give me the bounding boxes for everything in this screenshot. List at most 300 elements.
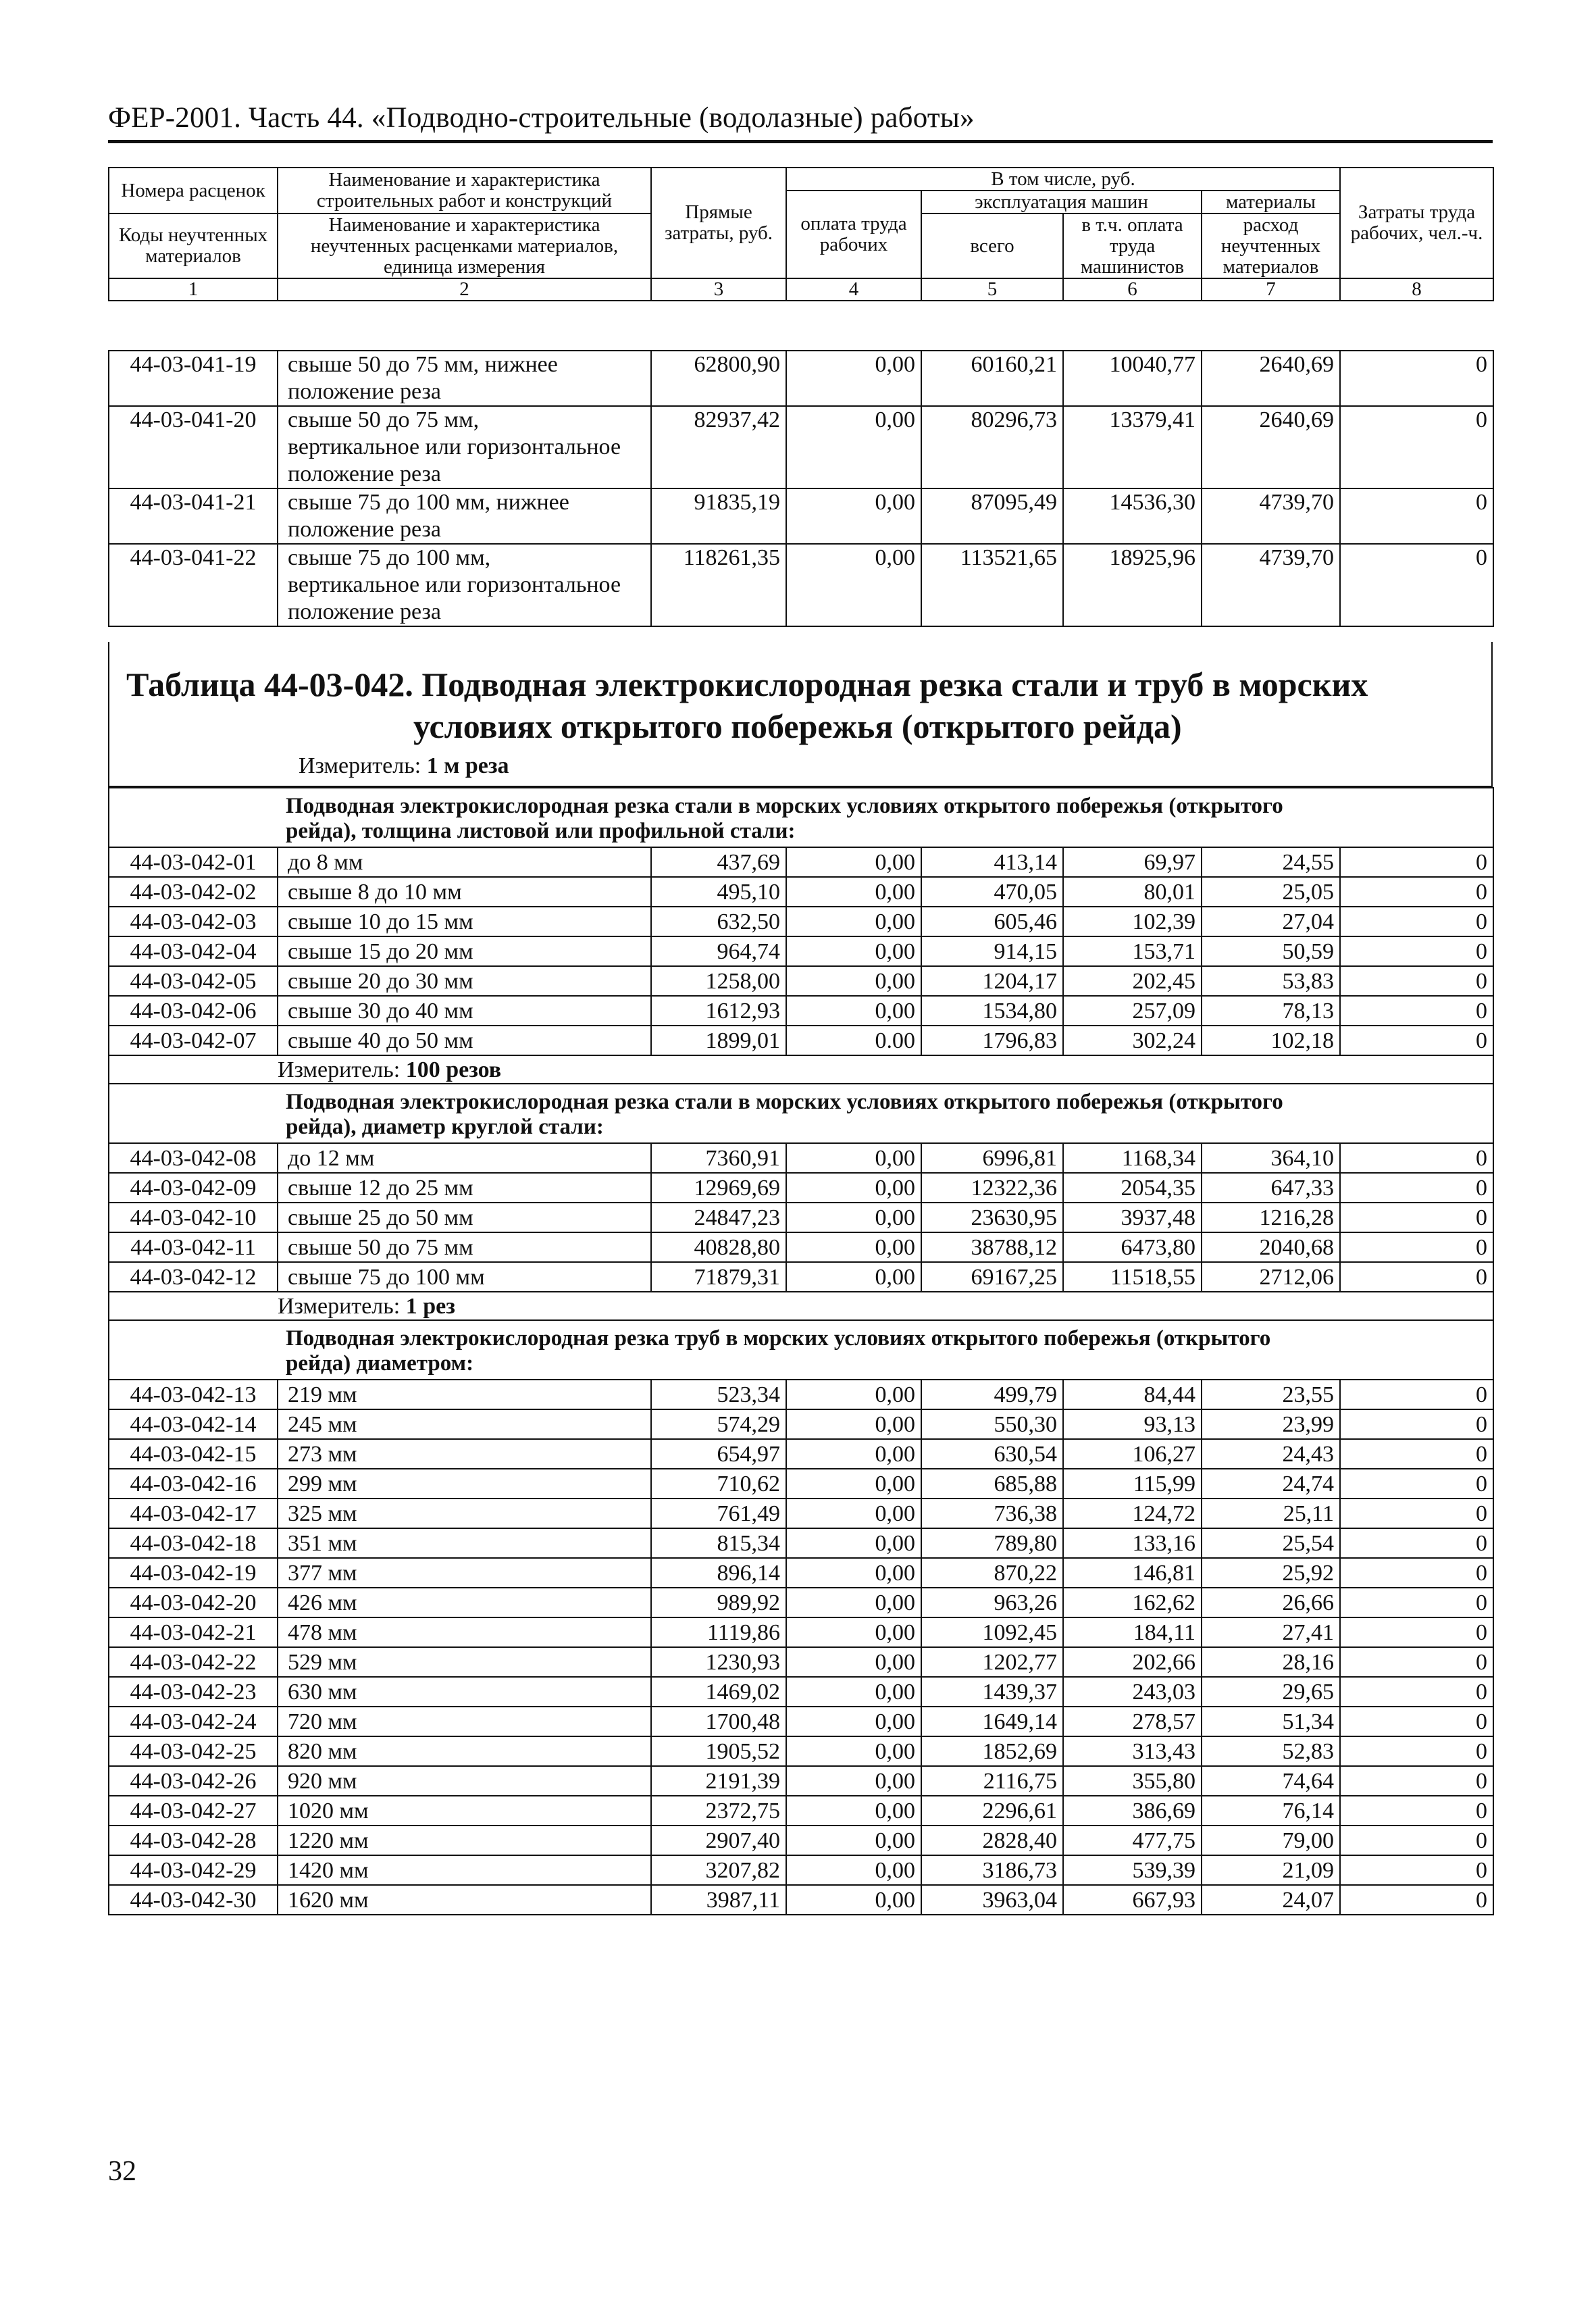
value-c3: 1258,00 — [651, 966, 786, 996]
rate-name: 1420 мм — [278, 1855, 651, 1885]
table-row — [109, 1203, 1493, 1232]
value-c4: 0,00 — [786, 936, 921, 966]
rate-code: 44-03-042-22 — [109, 1647, 278, 1677]
value-c7: 4739,70 — [1202, 488, 1340, 544]
value-c4: 0,00 — [786, 1766, 921, 1796]
value-c3: 1700,48 — [651, 1707, 786, 1736]
machines-header: эксплуатация машин — [921, 191, 1202, 213]
rate-code: 44-03-042-29 — [109, 1855, 278, 1885]
value-c7: 28,16 — [1202, 1647, 1340, 1677]
value-c6: 302,24 — [1063, 1026, 1202, 1055]
rate-code: 44-03-042-09 — [109, 1173, 278, 1203]
rate-name: свыше 40 до 50 мм — [278, 1026, 651, 1055]
value-c5: 23630,95 — [921, 1203, 1063, 1232]
value-c6: 69,97 — [1063, 847, 1202, 877]
rate-code: 44-03-042-11 — [109, 1232, 278, 1262]
value-c4: 0.00 — [786, 1026, 921, 1055]
table-row — [109, 488, 1493, 544]
rate-name-line: свыше 75 до 100 мм, — [288, 545, 491, 570]
value-c5: 1202,77 — [921, 1647, 1063, 1677]
value-c6: 202,66 — [1063, 1647, 1202, 1677]
value-c7: 78,13 — [1202, 996, 1340, 1026]
value-c5: 1204,17 — [921, 966, 1063, 996]
value-c6: 153,71 — [1063, 936, 1202, 966]
rate-code: 44-03-042-05 — [109, 966, 278, 996]
colnum: 7 — [1202, 278, 1340, 301]
value-c7: 23,55 — [1202, 1380, 1340, 1409]
value-c5: 69167,25 — [921, 1262, 1063, 1292]
rate-name: 377 мм — [278, 1558, 651, 1588]
value-c7: 24,43 — [1202, 1439, 1340, 1469]
incl-header: В том числе, руб. — [786, 168, 1340, 191]
table-row — [109, 1528, 1493, 1558]
value-c3: 1119,86 — [651, 1617, 786, 1647]
value-c4: 0,00 — [786, 996, 921, 1026]
value-c5: 413,14 — [921, 847, 1063, 877]
table-row — [109, 1855, 1493, 1885]
value-c5: 1534,80 — [921, 996, 1063, 1026]
value-c5: 736,38 — [921, 1499, 1063, 1528]
value-c7: 2640,69 — [1202, 351, 1340, 406]
value-c7: 2040,68 — [1202, 1232, 1340, 1262]
rate-name: свыше 75 до 100 мм — [278, 1262, 651, 1292]
rate-name: свыше 50 до 75 мм — [278, 1232, 651, 1262]
table-row — [109, 936, 1493, 966]
value-c8: 0 — [1340, 1232, 1493, 1262]
table-row — [109, 1026, 1493, 1055]
value-c7: 29,65 — [1202, 1677, 1340, 1707]
rate-code: 44-03-042-02 — [109, 877, 278, 907]
col2-bottom: Наименование и характеристика неучтенных расценками материалов, единица измерения — [278, 213, 651, 278]
value-c5: 60160,21 — [921, 351, 1063, 406]
value-c4: 0,00 — [786, 877, 921, 907]
table-row — [109, 1826, 1493, 1855]
blank-cell — [1340, 1084, 1493, 1143]
value-c7: 25,92 — [1202, 1558, 1340, 1588]
rate-name-line: свыше 50 до 75 мм, — [288, 407, 480, 432]
value-c3: 815,34 — [651, 1528, 786, 1558]
value-c5: 499,79 — [921, 1380, 1063, 1409]
value-c3: 1469,02 — [651, 1677, 786, 1707]
value-c7: 76,14 — [1202, 1796, 1340, 1826]
value-c4: 0,00 — [786, 1203, 921, 1232]
value-c7: 27,04 — [1202, 907, 1340, 936]
value-c6: 3937,48 — [1063, 1203, 1202, 1232]
table-row — [109, 1736, 1493, 1766]
value-c4: 0,00 — [786, 1232, 921, 1262]
value-c5: 3186,73 — [921, 1855, 1063, 1885]
rate-code: 44-03-042-27 — [109, 1796, 278, 1826]
rate-name — [278, 488, 651, 544]
value-c5: 113521,65 — [921, 544, 1063, 626]
rate-name: 426 мм — [278, 1588, 651, 1617]
table-row — [109, 1647, 1493, 1677]
value-c8: 0 — [1340, 1558, 1493, 1588]
value-c3: 82937,42 — [651, 406, 786, 488]
value-c6: 115,99 — [1063, 1469, 1202, 1499]
value-c5: 12322,36 — [921, 1173, 1063, 1203]
table-title-line1: Таблица 44-03-042. Подводная электрокислородная резка стали и труб в морских — [126, 665, 1368, 703]
value-c5: 914,15 — [921, 936, 1063, 966]
table-row — [109, 1588, 1493, 1617]
value-c6: 355,80 — [1063, 1766, 1202, 1796]
rate-name-line: вертикальное или горизонтальное — [288, 434, 621, 459]
rate-code: 44-03-042-15 — [109, 1439, 278, 1469]
value-c7: 74,64 — [1202, 1766, 1340, 1796]
value-c3: 2372,75 — [651, 1796, 786, 1826]
rate-name: 219 мм — [278, 1380, 651, 1409]
value-c6: 18925,96 — [1063, 544, 1202, 626]
value-c8: 0 — [1340, 1826, 1493, 1855]
value-c8: 0 — [1340, 1469, 1493, 1499]
value-c4: 0,00 — [786, 544, 921, 626]
rate-code: 44-03-041-22 — [109, 544, 278, 626]
rate-name: до 8 мм — [278, 847, 651, 877]
value-c8: 0 — [1340, 1499, 1493, 1528]
value-c7: 364,10 — [1202, 1143, 1340, 1173]
colnum: 8 — [1340, 278, 1493, 301]
value-c7: 50,59 — [1202, 936, 1340, 966]
value-c5: 6996,81 — [921, 1143, 1063, 1173]
rate-name-line: вертикальное или горизонтальное — [288, 572, 621, 597]
table-row — [109, 966, 1493, 996]
value-c8: 0 — [1340, 1409, 1493, 1439]
value-c7: 26,66 — [1202, 1588, 1340, 1617]
value-c7: 2712,06 — [1202, 1262, 1340, 1292]
rate-name: свыше 20 до 30 мм — [278, 966, 651, 996]
rate-code: 44-03-042-30 — [109, 1885, 278, 1915]
rate-name: 1220 мм — [278, 1826, 651, 1855]
value-c6: 1168,34 — [1063, 1143, 1202, 1173]
page-header: ФЕР-2001. Часть 44. «Подводно-строительные (водолазные) работы» — [108, 102, 975, 134]
blank-cell — [1340, 788, 1493, 847]
table-title-line2: условиях открытого побережья (открытого рейда) — [413, 707, 1182, 745]
value-c5: 789,80 — [921, 1528, 1063, 1558]
value-c4: 0,00 — [786, 351, 921, 406]
page-number: 32 — [108, 2156, 136, 2187]
table-title-block — [108, 642, 1493, 787]
blank-cell — [1340, 1320, 1493, 1380]
value-c5: 1092,45 — [921, 1617, 1063, 1647]
value-c3: 989,92 — [651, 1588, 786, 1617]
rate-code: 44-03-042-25 — [109, 1736, 278, 1766]
colnum: 5 — [921, 278, 1063, 301]
value-c4: 0,00 — [786, 1647, 921, 1677]
rate-name: свыше 12 до 25 мм — [278, 1173, 651, 1203]
value-c6: 11518,55 — [1063, 1262, 1202, 1292]
rate-code: 44-03-042-08 — [109, 1143, 278, 1173]
value-c8: 0 — [1340, 1736, 1493, 1766]
value-c6: 14536,30 — [1063, 488, 1202, 544]
value-c6: 146,81 — [1063, 1558, 1202, 1588]
value-c7: 53,83 — [1202, 966, 1340, 996]
value-c8: 0 — [1340, 1647, 1493, 1677]
value-c3: 2907,40 — [651, 1826, 786, 1855]
value-c6: 162,62 — [1063, 1588, 1202, 1617]
blank-cell — [109, 1292, 278, 1320]
value-c4: 0,00 — [786, 1796, 921, 1826]
value-c5: 1439,37 — [921, 1677, 1063, 1707]
value-c8: 0 — [1340, 544, 1493, 626]
table-row — [109, 1499, 1493, 1528]
value-c4: 0,00 — [786, 1409, 921, 1439]
value-c8: 0 — [1340, 1796, 1493, 1826]
colnum: 4 — [786, 278, 921, 301]
value-c4: 0,00 — [786, 1173, 921, 1203]
value-c5: 870,22 — [921, 1558, 1063, 1588]
value-c3: 40828,80 — [651, 1232, 786, 1262]
value-c4: 0,00 — [786, 1439, 921, 1469]
rate-name-line: свыше 50 до 75 мм, нижнее — [288, 352, 558, 377]
value-c5: 630,54 — [921, 1439, 1063, 1469]
table-row — [109, 1409, 1493, 1439]
value-c5: 80296,73 — [921, 406, 1063, 488]
blank-cell — [109, 1320, 278, 1380]
rate-name: 351 мм — [278, 1528, 651, 1558]
rate-code: 44-03-042-03 — [109, 907, 278, 936]
rate-code: 44-03-042-19 — [109, 1558, 278, 1588]
value-c3: 1230,93 — [651, 1647, 786, 1677]
rate-name — [278, 351, 651, 406]
value-c7: 23,99 — [1202, 1409, 1340, 1439]
value-c7: 24,55 — [1202, 847, 1340, 877]
rate-code: 44-03-042-24 — [109, 1707, 278, 1736]
value-c5: 1796,83 — [921, 1026, 1063, 1055]
value-c8: 0 — [1340, 907, 1493, 936]
table-row — [109, 351, 1493, 406]
header-rule — [108, 140, 1493, 143]
col3-header: Прямые затраты, руб. — [651, 168, 786, 278]
rate-name: 630 мм — [278, 1677, 651, 1707]
table-row — [109, 1380, 1493, 1409]
value-c8: 0 — [1340, 1143, 1493, 1173]
table-row — [109, 1558, 1493, 1588]
col7-header: расход неучтенных материалов — [1202, 213, 1340, 278]
rate-name: свыше 15 до 20 мм — [278, 936, 651, 966]
value-c6: 539,39 — [1063, 1855, 1202, 1885]
value-c7: 79,00 — [1202, 1826, 1340, 1855]
rate-code: 44-03-042-17 — [109, 1499, 278, 1528]
value-c3: 896,14 — [651, 1558, 786, 1588]
value-c7: 51,34 — [1202, 1707, 1340, 1736]
col1-top: Номера расценок — [109, 168, 278, 213]
value-c5: 2296,61 — [921, 1796, 1063, 1826]
value-c4: 0,00 — [786, 1736, 921, 1766]
column-header-table — [108, 167, 1494, 301]
table-row — [109, 1766, 1493, 1796]
value-c7: 25,11 — [1202, 1499, 1340, 1528]
value-c7: 1216,28 — [1202, 1203, 1340, 1232]
table-row — [109, 1232, 1493, 1262]
value-c7: 2640,69 — [1202, 406, 1340, 488]
value-c3: 91835,19 — [651, 488, 786, 544]
table-row — [109, 1262, 1493, 1292]
value-c8: 0 — [1340, 1173, 1493, 1203]
value-c6: 184,11 — [1063, 1617, 1202, 1647]
col8-header: Затраты труда рабочих, чел.-ч. — [1340, 168, 1493, 278]
value-c6: 477,75 — [1063, 1826, 1202, 1855]
value-c3: 3207,82 — [651, 1855, 786, 1885]
value-c8: 0 — [1340, 1380, 1493, 1409]
value-c8: 0 — [1340, 936, 1493, 966]
rate-name: свыше 25 до 50 мм — [278, 1203, 651, 1232]
rate-name — [278, 544, 651, 626]
value-c3: 1905,52 — [651, 1736, 786, 1766]
table-row — [109, 1439, 1493, 1469]
value-c6: 10040,77 — [1063, 351, 1202, 406]
table-row — [109, 1885, 1493, 1915]
value-c8: 0 — [1340, 406, 1493, 488]
rate-name: свыше 10 до 15 мм — [278, 907, 651, 936]
value-c4: 0,00 — [786, 1262, 921, 1292]
materials-header: материалы — [1202, 191, 1340, 213]
rate-name: 920 мм — [278, 1766, 651, 1796]
value-c8: 0 — [1340, 488, 1493, 544]
value-c7: 647,33 — [1202, 1173, 1340, 1203]
measure-label: Измеритель: 1 м реза — [299, 753, 509, 778]
section-title-row — [109, 788, 1493, 847]
table-row — [109, 907, 1493, 936]
rate-name-line: положение реза — [288, 379, 442, 404]
value-c3: 1612,93 — [651, 996, 786, 1026]
value-c4: 0,00 — [786, 1380, 921, 1409]
value-c6: 84,44 — [1063, 1380, 1202, 1409]
measure-label: Измеритель: 100 резов — [278, 1055, 1340, 1084]
rate-code: 44-03-042-16 — [109, 1469, 278, 1499]
value-c5: 2828,40 — [921, 1826, 1063, 1855]
rate-code: 44-03-042-04 — [109, 936, 278, 966]
section-title: Подводная электрокислородная резка стали в морских условиях открытого побережья (открытого рейда), толщина листовой или профильной стали: — [278, 788, 1340, 847]
section-title-row — [109, 1320, 1493, 1380]
rates-table — [108, 787, 1494, 1915]
value-c4: 0,00 — [786, 907, 921, 936]
value-c7: 24,07 — [1202, 1885, 1340, 1915]
value-c8: 0 — [1340, 1588, 1493, 1617]
value-c3: 7360,91 — [651, 1143, 786, 1173]
rate-name-line: положение реза — [288, 517, 442, 542]
table-row — [109, 1677, 1493, 1707]
value-c4: 0,00 — [786, 1558, 921, 1588]
rate-name — [278, 406, 651, 488]
rate-code: 44-03-042-26 — [109, 1766, 278, 1796]
section-title: Подводная электрокислородная резка стали в морских условиях открытого побережья (открытого рейда), диаметр круглой стали: — [278, 1084, 1340, 1143]
value-c7: 52,83 — [1202, 1736, 1340, 1766]
value-c6: 386,69 — [1063, 1796, 1202, 1826]
rate-code: 44-03-042-01 — [109, 847, 278, 877]
value-c3: 574,29 — [651, 1409, 786, 1439]
rate-name-line: положение реза — [288, 461, 442, 486]
rate-code: 44-03-041-19 — [109, 351, 278, 406]
rate-name: свыше 8 до 10 мм — [278, 877, 651, 907]
colnum: 2 — [278, 278, 651, 301]
rate-code: 44-03-042-14 — [109, 1409, 278, 1439]
value-c6: 133,16 — [1063, 1528, 1202, 1558]
value-c8: 0 — [1340, 1707, 1493, 1736]
value-c4: 0,00 — [786, 1826, 921, 1855]
table-row — [109, 1707, 1493, 1736]
value-c8: 0 — [1340, 1203, 1493, 1232]
rate-name: 529 мм — [278, 1647, 651, 1677]
rate-name-line: свыше 75 до 100 мм, нижнее — [288, 490, 569, 515]
rate-code: 44-03-042-06 — [109, 996, 278, 1026]
measure-label: Измеритель: 1 рез — [278, 1292, 1340, 1320]
rate-name: 820 мм — [278, 1736, 651, 1766]
measure-row — [109, 1055, 1493, 1084]
value-c8: 0 — [1340, 351, 1493, 406]
value-c4: 0,00 — [786, 406, 921, 488]
value-c8: 0 — [1340, 847, 1493, 877]
value-c4: 0,00 — [786, 1707, 921, 1736]
rate-name: 273 мм — [278, 1439, 651, 1469]
rate-code: 44-03-041-20 — [109, 406, 278, 488]
table-row — [109, 1143, 1493, 1173]
value-c8: 0 — [1340, 996, 1493, 1026]
value-c6: 124,72 — [1063, 1499, 1202, 1528]
value-c3: 2191,39 — [651, 1766, 786, 1796]
value-c3: 710,62 — [651, 1469, 786, 1499]
value-c8: 0 — [1340, 1439, 1493, 1469]
value-c5: 87095,49 — [921, 488, 1063, 544]
value-c6: 202,45 — [1063, 966, 1202, 996]
value-c8: 0 — [1340, 1677, 1493, 1707]
rate-name: 1020 мм — [278, 1796, 651, 1826]
value-c5: 685,88 — [921, 1469, 1063, 1499]
value-c8: 0 — [1340, 966, 1493, 996]
value-c6: 2054,35 — [1063, 1173, 1202, 1203]
value-c5: 2116,75 — [921, 1766, 1063, 1796]
value-c3: 437,69 — [651, 847, 786, 877]
value-c6: 243,03 — [1063, 1677, 1202, 1707]
value-c7: 102,18 — [1202, 1026, 1340, 1055]
rate-name: 299 мм — [278, 1469, 651, 1499]
col1-bottom: Коды неучтенных материалов — [109, 213, 278, 278]
table-row — [109, 877, 1493, 907]
value-c7: 25,05 — [1202, 877, 1340, 907]
value-c4: 0,00 — [786, 1499, 921, 1528]
value-c8: 0 — [1340, 1262, 1493, 1292]
rate-name: 1620 мм — [278, 1885, 651, 1915]
measure-row — [109, 1292, 1493, 1320]
table-row — [109, 996, 1493, 1026]
value-c3: 761,49 — [651, 1499, 786, 1528]
value-c5: 963,26 — [921, 1588, 1063, 1617]
value-c4: 0,00 — [786, 1143, 921, 1173]
value-c6: 313,43 — [1063, 1736, 1202, 1766]
rate-code: 44-03-042-07 — [109, 1026, 278, 1055]
value-c4: 0,00 — [786, 1885, 921, 1915]
col5-header: всего — [921, 213, 1063, 278]
table-row — [109, 1469, 1493, 1499]
value-c6: 13379,41 — [1063, 406, 1202, 488]
value-c3: 24847,23 — [651, 1203, 786, 1232]
rate-name: до 12 мм — [278, 1143, 651, 1173]
value-c7: 24,74 — [1202, 1469, 1340, 1499]
rate-code: 44-03-042-23 — [109, 1677, 278, 1707]
value-c7: 27,41 — [1202, 1617, 1340, 1647]
value-c6: 6473,80 — [1063, 1232, 1202, 1262]
value-c3: 495,10 — [651, 877, 786, 907]
colnum: 3 — [651, 278, 786, 301]
value-c4: 0,00 — [786, 1677, 921, 1707]
blank-cell — [109, 1055, 278, 1084]
value-c6: 667,93 — [1063, 1885, 1202, 1915]
value-c6: 106,27 — [1063, 1439, 1202, 1469]
blank-cell — [109, 788, 278, 847]
value-c5: 605,46 — [921, 907, 1063, 936]
rate-name-line: положение реза — [288, 599, 442, 624]
value-c3: 12969,69 — [651, 1173, 786, 1203]
value-c8: 0 — [1340, 1885, 1493, 1915]
